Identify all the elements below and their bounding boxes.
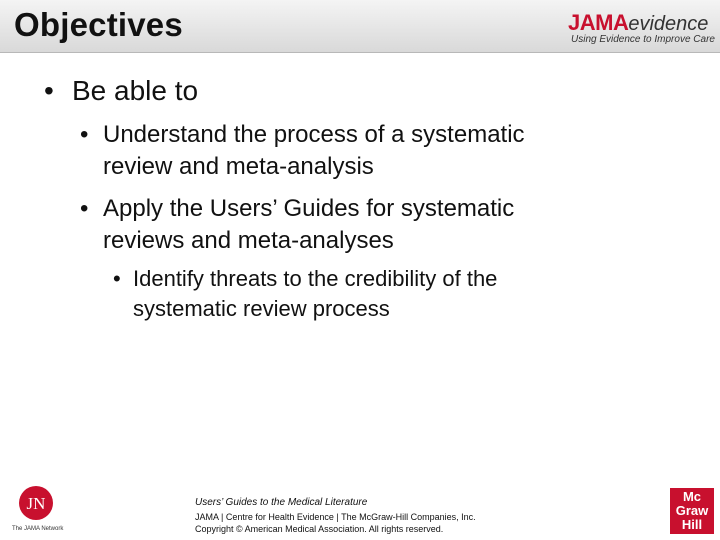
bullet-dot: •	[44, 75, 54, 106]
bullet-be-able-to: Be able to	[72, 75, 199, 106]
jama-tagline: Using Evidence to Improve Care	[571, 34, 715, 45]
bullet-understand-line2: review and meta-analysis	[103, 153, 374, 180]
jn-letters: JN	[26, 494, 46, 513]
footer-copyright: Copyright © American Medical Association. All rights reserved.	[195, 524, 444, 534]
mcgraw-hill-logo: Mc Graw Hill	[670, 488, 714, 534]
bullet-dot: •	[80, 195, 89, 222]
jama-evidence-logo	[568, 10, 714, 48]
bullet-understand-line1: Understand the process of a systematic	[103, 121, 525, 148]
slide-header	[0, 0, 720, 53]
evidence-logo-word: evidence	[628, 13, 709, 35]
jama-network-label: The JAMA Network	[12, 526, 64, 532]
bullet-dot: •	[113, 266, 121, 291]
jn-circle-icon	[12, 484, 72, 526]
bullet-apply-line2: reviews and meta-analyses	[103, 227, 394, 254]
footer-title: Users’ Guides to the Medical Literature	[195, 497, 368, 508]
bullet-apply-line1: Apply the Users’ Guides for systematic	[103, 195, 515, 222]
bullet-identify-line2: systematic review process	[133, 296, 390, 321]
bullet-dot: •	[80, 121, 89, 148]
footer-credits: JAMA | Centre for Health Evidence | The McGraw-Hill Companies, Inc.	[195, 512, 476, 522]
bullet-identify-line1: Identify threats to the credibility of the	[133, 266, 498, 291]
jama-network-logo	[12, 484, 72, 534]
jama-logo-word: JAMA	[568, 10, 629, 35]
slide-title: Objectives	[14, 6, 183, 43]
